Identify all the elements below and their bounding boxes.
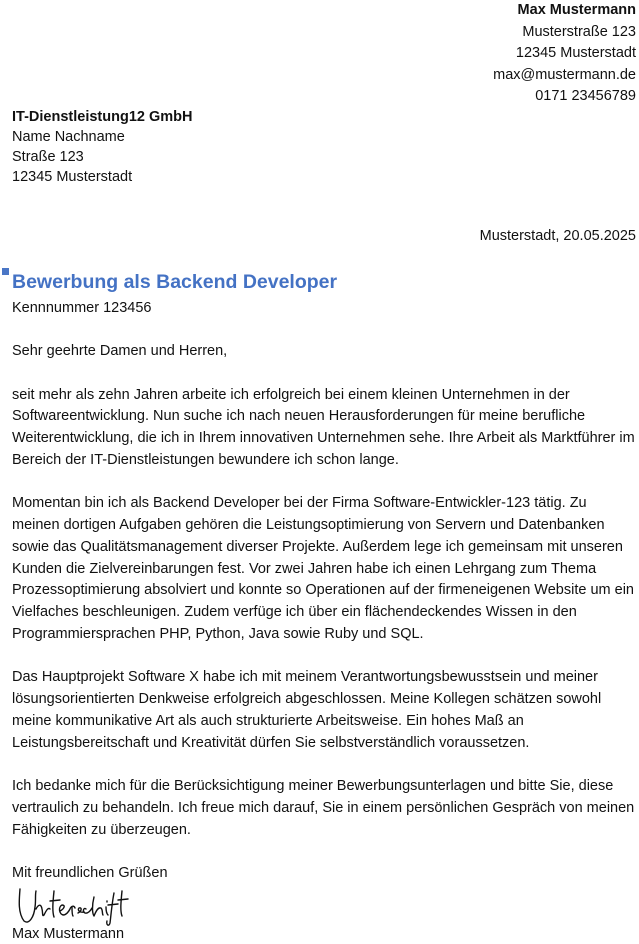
handwritten-signature <box>14 883 142 927</box>
body-paragraph-4: Ich bedanke mich für die Berücksichtigung meiner Bewerbungsunterlagen und bitte Sie, diese vertraulich zu behandeln. Ich freue mich darauf, Sie in einem persönlichen Gespräch von meinen Fähigkeiten zu überzeugen. <box>12 778 635 838</box>
sender-name: Max Mustermann <box>517 2 636 18</box>
recipient-company: IT-Dienstleistung12 GmbH <box>12 109 193 125</box>
recipient-address-block <box>12 107 192 187</box>
sender-city: 12345 Musterstadt <box>515 45 636 61</box>
body-paragraph-3: Das Hauptprojekt Software X habe ich mit meinem Verantwortungsbewusstsein und meiner lösungsorientierten Denkweise erfolgreich abgeschlossen. Meine Kollegen schätzen sowohl meine kommunikative Art als auch strukturierte Arbeitsweise. Ein hohes Maß an Leistungsbereitschaft und Kreativität dürfen Sie selbstverständlich voraussetzen. <box>12 669 602 751</box>
signer-name: Max Mustermann <box>12 926 125 942</box>
recipient-city: 12345 Musterstadt <box>12 169 133 185</box>
sender-email: max@mustermann.de <box>493 66 636 83</box>
sender-address-block <box>493 0 636 108</box>
letter-date: Musterstadt, 20.05.2025 <box>479 228 636 244</box>
sender-street: Musterstraße 123 <box>522 23 636 40</box>
closing: Mit freundlichen Grüßen <box>12 865 168 881</box>
recipient-street: Straße 123 <box>12 149 84 165</box>
body-paragraph-2: Momentan bin ich als Backend Developer bei der Firma Software-Entwickler-123 tätig. Zu meinen dortigen Aufgaben gehören die Leistungsoptimierung von Servern und Datenbanken sowie das Qualitätsmanagement diverser Projekte. Außerdem lege ich gemeinsam mit unseren Kunden die Zielvereinbarungen fest. Vor zwei Jahren habe ich einen Lehrgang zum Thema Prozessoptimierung absolviert und konnte so Operationen auf der firmeneigenen Website um ein Vielfaches beschleunigen. Zudem verfüge ich über ein flächendeckendes Wissen in den Programmiersprachen PHP, Python, Java sowie Ruby und SQL. <box>12 495 634 642</box>
heading-marker-icon <box>2 268 9 275</box>
body-paragraph-1: seit mehr als zehn Jahren arbeite ich erfolgreich bei einem kleinen Unternehmen in der Softwareentwicklung. Nun suche ich nach neuen Herausforderungen für meine berufliche Weiterentwicklung, die ich in Ihrem innovativen Unternehmen sehe. Ihre Arbeit als Marktführer im Bereich der IT-Dienstleistungen bewundere ich schon lange. <box>12 386 635 468</box>
letter-subject: Bewerbung als Backend Developer <box>12 271 338 293</box>
reference-number: Kennnummer 123456 <box>12 300 152 316</box>
letter-body <box>12 341 636 907</box>
salutation: Sehr geehrte Damen und Herren, <box>12 343 228 359</box>
sender-phone: 0171 23456789 <box>535 88 636 104</box>
recipient-contact: Name Nachname <box>12 129 125 145</box>
